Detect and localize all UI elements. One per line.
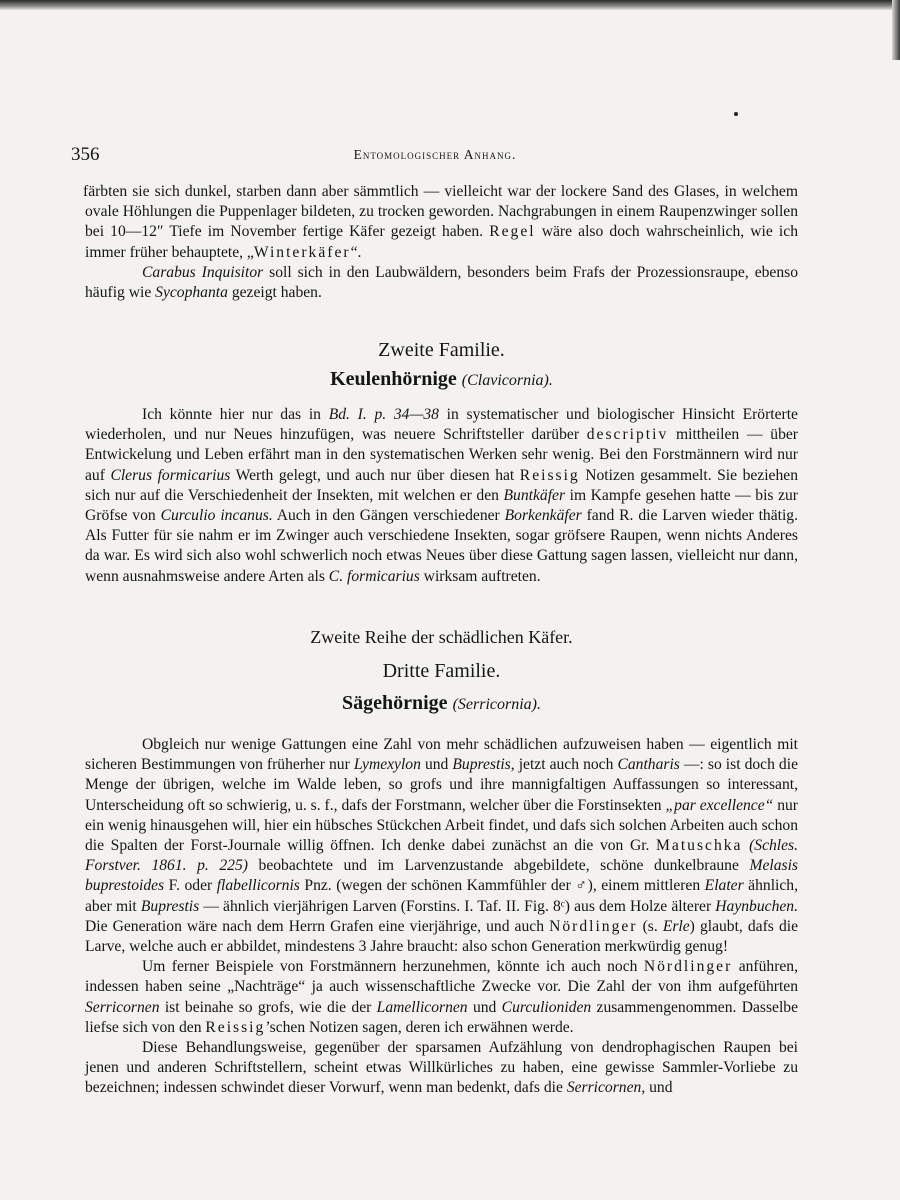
section-family-heading: Dritte Familie.: [382, 660, 501, 682]
section-1-text: [85, 405, 798, 587]
page-number: 356: [71, 144, 100, 165]
paragraph: Ich könnte hier nur das in Bd. I. p. 34—38 in systematischer und biologischer Hinsicht Erörterte wiederholen, und nur Neues hinzufügen, was neuere Schriftsteller darüber descriptiv mittheilen — über Entwickelung und Leben erfährt man in den systematischen Werken sehr wenig. Bei den Forstmännern wird nur auf Clerus formicarius Werth gelegt, und auch nur über diesen hat Reissig Notizen gesammelt. Sie beziehen sich nur auf die Verschiedenheit der Insekten, mit welchen er den Buntkäfer im Kampfe gesehen hatte — bis zur Gröfse von Curculio incanus. Auch in den Gängen verschiedener Borkenkäfer fand R. die Larven wieder thätig. Als Futter für sie nahm er im Zwinger auch verschiedene Insekten, sogar gröfsere Raupen, wenn nichts Anderes da war. Es wird sich also wohl schwerlich noch etwas Neues über diese Gattung sagen lassen, vielleicht nur dann, wenn ausnahmsweise andere Arten als C. formicarius wirksam auftreten.: [85, 406, 798, 585]
page-header: [71, 144, 799, 170]
scan-top-edge: [0, 0, 900, 10]
series-heading: Zweite Reihe der schädlichen Käfer.: [310, 627, 573, 647]
paragraph: Diese Behandlungsweise, gegenüber der sparsamen Aufzählung von dendrophagischen Raupen bei jenen und anderen Schriftstellern, scheint etwas Willkürliches zu haben, eine gewisse Sammler-Vorliebe zu bezeichnen; indessen schwindet dieser Vorwurf, wenn man bedenkt, dafs die Serricornen, und: [85, 1039, 798, 1097]
paragraph: Carabus Inquisitor soll sich in den Laubwäldern, besonders beim Frafs der Prozessionsraupe, ebenso häufig wie Sycophanta gezeigt haben.: [85, 263, 798, 302]
intro-text: [85, 182, 798, 303]
paragraph: Obgleich nur wenige Gattungen eine Zahl von mehr schädlichen aufzuweisen haben — eigentlich mit sicheren Bestimmungen von früherher nur Lymexylon und Buprestis, jetzt auch noch Cantharis —: so ist doch die Menge der übrigen, welche im Walde leben, so grofs und ihre mannigfaltigen Auffassungen so interessant, Unterscheidung oft so schwierig, u. s. f., dafs der Forstmann, welcher über die Forstinsekten „par excellence“ nur ein wenig hinausgehen will, hier ein hübsches Stückchen Arbeit findet, und dafs sich solchen Arbeiten auch schon die Spalten der Forst-Journale willig öffnen. Ich denke dabei zunächst an die von Gr. Matuschka (Schles. Forstver. 1861. p. 225) beobachtete und im Larvenzustande abgebildete, schöne dunkelbraune Melasis buprestoides F. oder flabellicornis Pnz. (wegen der schönen Kammfühler der ♂), einem mittleren Elater ähnlich, aber mit Buprestis — ähnlich vierjährigen Larven (Forstins. I. Taf. II. Fig. 8ᶜ) aus dem Holze älterer Haynbuchen. Die Generation wäre nach dem Herrn Grafen eine vierjährige, und auch Nördlinger (s. Erle) glaubt, dafs die Larve, welche auch er abbildet, mindestens 3 Jahre braucht: also schon Generation merkwürdig genug!: [85, 736, 799, 956]
paragraph: färbten sie sich dunkel, starben dann aber sämmtlich — vielleicht war der lockere Sand des Glases, in welchem ovale Höhlungen die Puppenlager bildeten, zu trocken geworden. Nachgrabungen in einem Raupenzwinger sollen bei 10—12″ Tiefe im November fertige Käfer gezeigt haben. Regel wäre also doch wahrscheinlich, wie ich immer früher behauptete, „Winterkäfer“.: [83, 183, 798, 261]
section-2-text: [85, 735, 798, 1099]
section-family-heading: Zweite Familie.: [378, 339, 505, 361]
paragraph: Um ferner Beispiele von Forstmännern herzunehmen, könnte ich auch noch Nördlinger anführen, indessen haben seine „Nachträge“ ja auch wissenschaftliche Zwecke vor. Die Zahl der von ihm aufgeführten Serricornen ist beinahe so grofs, wie die der Lamellicornen und Curculioniden zusammengenommen. Dasselbe liefse sich von den Reissig’schen Notizen sagen, deren ich erwähnen werde.: [85, 958, 799, 1036]
scan-right-edge: [892, 0, 900, 60]
section-title: Keulenhörnige (Clavicornia).: [330, 368, 553, 390]
running-head: Entomologischer Anhang.: [353, 147, 517, 162]
ink-speck: [734, 112, 738, 116]
section-title: Sägehörnige (Serricornia).: [342, 692, 541, 714]
